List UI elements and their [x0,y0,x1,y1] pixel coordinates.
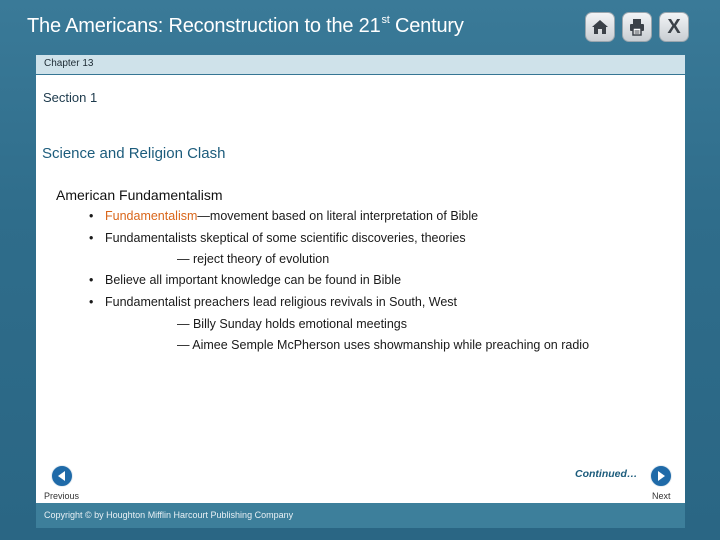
footer [36,503,685,528]
list-item: Fundamentalist preachers lead religious revivals in South, West [105,295,458,309]
copyright-text: Copyright © by Houghton Mifflin Harcourt Publishing Company [44,510,294,520]
close-icon: X [667,15,681,38]
section-label: Section 1 [43,90,98,105]
bullet-marker: • [89,295,94,309]
toolbar [585,12,689,42]
title-text: The Americans: Reconstruction to the 21 [27,15,381,37]
list-item-text: —movement based on literal interpretation of Bible [197,209,479,223]
arrow-right-icon [655,470,667,482]
title-superscript: st [381,14,390,26]
next-button[interactable] [650,465,672,487]
list-item: Fundamentalists skeptical of some scientific discoveries, theories [105,231,466,245]
title-text-end: Century [389,15,464,37]
home-button[interactable] [585,12,615,42]
list-item: Believe all important knowledge can be found in Bible [105,273,402,287]
chapter-bar [36,55,685,74]
bullet-marker: • [89,231,94,245]
bullet-marker: • [89,209,94,223]
sub-item: — Aimee Semple McPherson uses showmanship while preaching on radio [177,338,590,352]
print-button[interactable] [622,12,652,42]
previous-label[interactable]: Previous [44,491,80,501]
chapter-label: Chapter 13 [44,58,94,69]
app-title [27,14,464,38]
slide-content [36,75,685,503]
sub-item: — Billy Sunday holds emotional meetings [177,317,407,331]
page-title: Science and Religion Clash [42,145,226,162]
arrow-left-icon [56,470,68,482]
previous-button[interactable] [51,465,73,487]
bullet-marker: • [89,273,94,287]
home-icon [590,17,610,37]
subheading: American Fundamentalism [56,187,223,203]
list-item [105,209,478,223]
sub-item: — reject theory of evolution [177,252,330,266]
print-icon [627,17,647,37]
continued-label: Continued… [575,468,638,480]
close-button[interactable] [659,12,689,42]
key-term: Fundamentalism [105,209,198,223]
next-label[interactable]: Next [652,491,671,501]
